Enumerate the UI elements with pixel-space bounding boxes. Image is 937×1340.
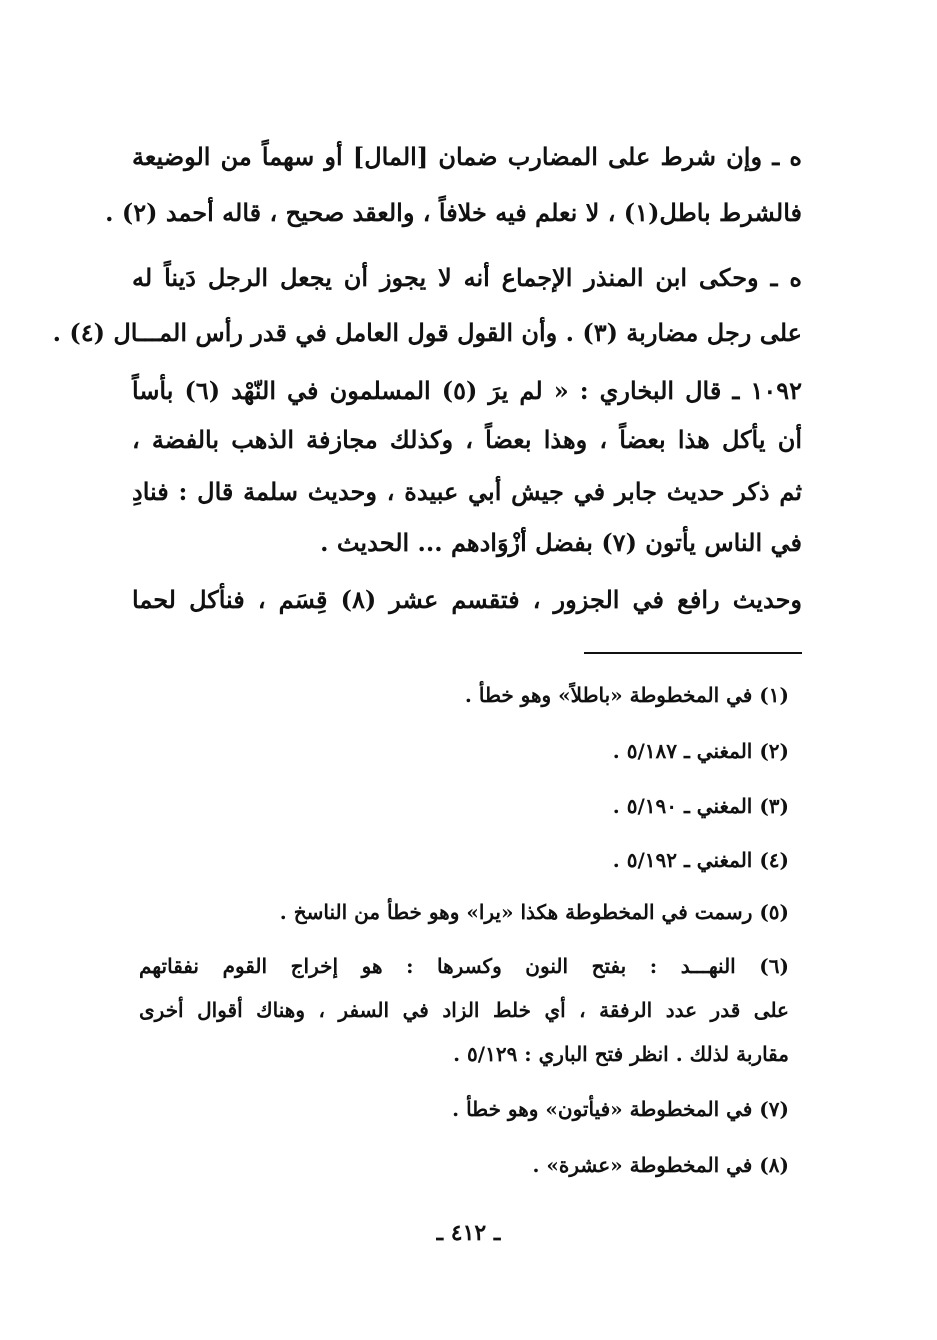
footnote: (٥) رسمت في المخطوطة هكذا «يرا» وهو خطأ من الناسخ . [279,900,789,924]
footnote: (٤) المغني ـ ٥/١٩٢ . [612,848,789,872]
text-line: فالشرط باطل(١) ، لا نعلم فيه خلافاً ، والعقد صحيح ، قاله أحمد (٢) . [105,198,802,227]
footnote-continuation: مقاربة لذلك . انظر فتح الباري : ٥/١٢٩ . [453,1042,789,1066]
footnote: (٣) المغني ـ ٥/١٩٠ . [612,794,789,818]
footnote: (٢) المغني ـ ٥/١٨٧ . [612,739,789,763]
page-number: ـ ٤١٢ ـ [436,1220,501,1246]
text-line: ه ـ وحكى ابن المنذر الإجماع أنه لا يجوز أن يجعل الرجل دَيناً له [132,263,802,292]
text-line: ه ـ وإن شرط على المضارب ضمان [المال] أو سهماً من الوضيعة [132,142,802,171]
text-line: في الناس يأتون (٧) بفضل أزْوَادهم ... الحديث . [320,528,802,557]
text-line: ١٠٩٢ ـ قال البخاري : « لم يرَ (٥) المسلمون في النّهْد (٦) بأساً [132,376,803,405]
footnote-divider [584,652,802,654]
text-line: وحديث رافع في الجزور ، فتقسم عشر (٨) قِسَم ، فنأكل لحما [132,585,802,614]
footnote: (٨) في المخطوطة «عشرة» . [532,1153,789,1177]
text-line: أن يأكل هذا بعضاً ، وهذا بعضاً ، وكذلك مجازفة الذهب بالفضة ، [132,425,802,454]
text-line: على رجل مضاربة (٣) . وأن القول قول العامل في قدر رأس المـــال (٤) . [52,318,802,347]
text-line: ثم ذكر حديث جابر في جيش أبي عبيدة ، وحديث سلمة قال : فنادِ [132,477,802,506]
footnote: (٧) في المخطوطة «فيأتون» وهو خطأ . [452,1097,789,1121]
footnote: (٦) النهـــد : بفتح النون وكسرها : هو إخراج القوم نفقاتهم [139,954,789,978]
footnote: (١) في المخطوطة «باطلاً» وهو خطأ . [464,683,789,707]
footnote-continuation: على قدر عدد الرفقة ، أي خلط الزاد في السفر ، وهناك أقوال أخرى [139,998,789,1022]
